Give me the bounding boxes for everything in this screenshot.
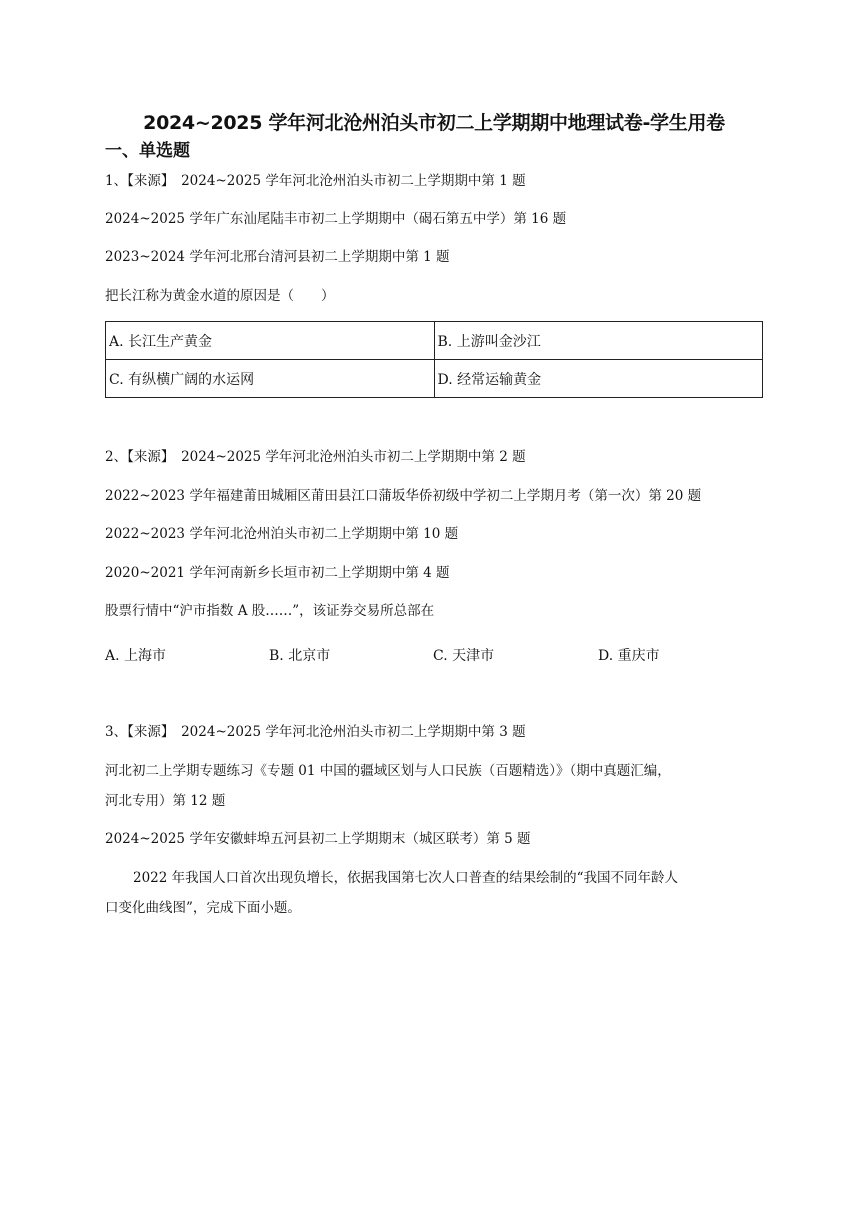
q1-option-a[interactable]: A. 长江生产黄金: [106, 322, 435, 360]
q2-option-d[interactable]: D. 重庆市: [598, 648, 660, 664]
q3-source-line: 河北初二上学期专题练习《专题 01 中国的疆域区划与人口民族（百题精选）》（期中真题汇编，: [105, 763, 671, 779]
q3-stem-line: 2022 年我国人口首次出现负增长，依据我国第七次人口普查的结果绘制的“我国不同年龄人: [133, 870, 679, 886]
q2-option-a[interactable]: A. 上海市: [105, 648, 167, 664]
q2-option-c[interactable]: C. 天津市: [433, 648, 495, 664]
q3-source-line: 河北专用）第 12 题: [105, 793, 226, 809]
q1-source-line: 1、【来源】 2024~2025 学年河北沧州泊头市初二上学期期中第 1 题: [105, 173, 526, 189]
q3-stem-line: 口变化曲线图”，完成下面小题。: [105, 900, 301, 916]
q1-option-c[interactable]: C. 有纵横广阔的水运网: [106, 360, 435, 398]
q1-option-d[interactable]: D. 经常运输黄金: [434, 360, 763, 398]
q1-source-line: 2024~2025 学年广东汕尾陆丰市初二上学期期中（碣石第五中学）第 16 题: [105, 211, 567, 227]
q2-source-line: 2020~2021 学年河南新乡长垣市初二上学期期中第 4 题: [105, 565, 450, 581]
q1-source-line: 2023~2024 学年河北邢台清河县初二上学期期中第 1 题: [105, 249, 450, 265]
q2-source-line: 2、【来源】 2024~2025 学年河北沧州泊头市初二上学期期中第 2 题: [105, 449, 526, 465]
q2-stem: 股票行情中“沪市指数 A 股……”，该证券交易所总部在: [105, 603, 435, 619]
q2-option-b[interactable]: B. 北京市: [269, 648, 331, 664]
q2-source-line: 2022~2023 学年福建莆田城厢区莆田县江口蒲坂华侨初级中学初二上学期月考（第一次）第 20 题: [105, 488, 702, 504]
q3-source-line: 2024~2025 学年安徽蚌埠五河县初二上学期期末（城区联考）第 5 题: [105, 831, 531, 847]
q1-option-b[interactable]: B. 上游叫金沙江: [434, 322, 763, 360]
q2-source-line: 2022~2023 学年河北沧州泊头市初二上学期期中第 10 题: [105, 526, 459, 542]
q1-stem: 把长江称为黄金水道的原因是（ ）: [105, 288, 335, 304]
page-title: 2024~2025 学年河北沧州泊头市初二上学期期中地理试卷-学生用卷: [143, 112, 725, 134]
q1-options-table: [105, 321, 763, 398]
section-heading: 一、单选题: [105, 141, 190, 161]
q3-source-line: 3、【来源】 2024~2025 学年河北沧州泊头市初二上学期期中第 3 题: [105, 724, 526, 740]
